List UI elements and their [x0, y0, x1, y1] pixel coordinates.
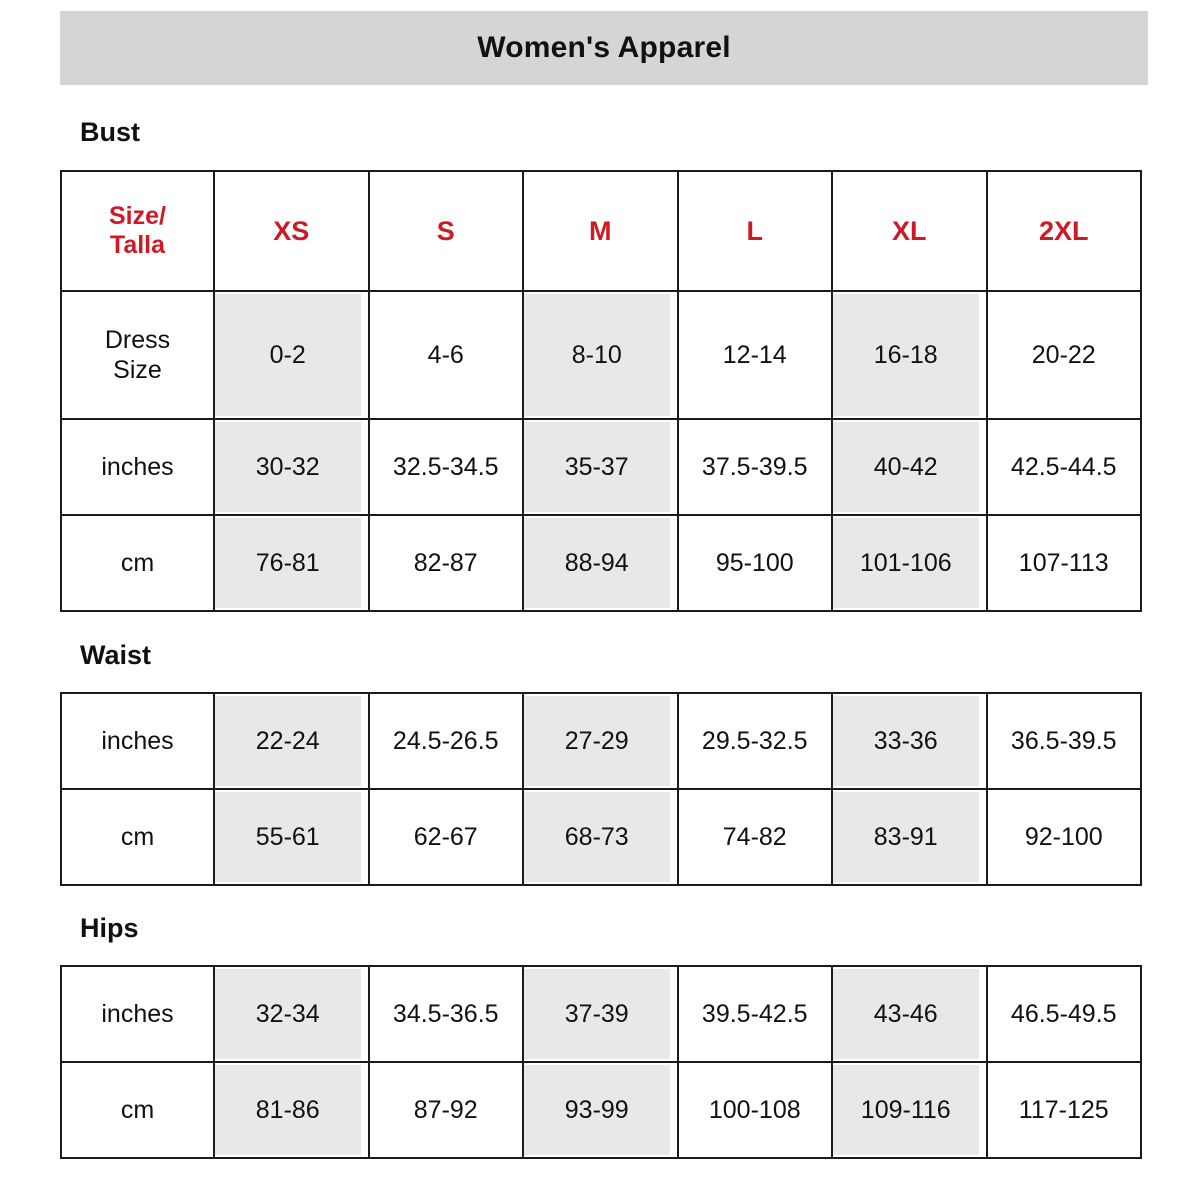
page-title: Women's Apparel [477, 31, 731, 64]
cell-hips-cm-s: 87-92 [369, 1062, 524, 1158]
cell-waist-inches-m: 27-29 [523, 693, 678, 789]
cell-bust-inches-xl: 40-42 [832, 419, 987, 515]
cell-hips-inches-s: 34.5-36.5 [369, 966, 524, 1062]
cell-bust-inches-xs: 30-32 [214, 419, 369, 515]
cell-bust-inches-2xl: 42.5-44.5 [987, 419, 1142, 515]
cell-waist-inches-l: 29.5-32.5 [678, 693, 833, 789]
bust-measurements-table [60, 170, 1142, 612]
cell-dress-size-l: 12-14 [678, 291, 833, 419]
table-row-hips-cm [61, 1062, 1141, 1158]
cell-waist-cm-l: 74-82 [678, 789, 833, 885]
cell-dress-size-m: 8-10 [523, 291, 678, 419]
chart-title-band [60, 11, 1148, 85]
cell-waist-cm-xs: 55-61 [214, 789, 369, 885]
corner-label-line2: Talla [109, 231, 166, 259]
row-label-bust-inches: inches [61, 419, 214, 515]
table-row-dress-size [61, 291, 1141, 419]
cell-bust-inches-m: 35-37 [523, 419, 678, 515]
cell-hips-cm-l: 100-108 [678, 1062, 833, 1158]
cell-hips-cm-xl: 109-116 [832, 1062, 987, 1158]
cell-bust-cm-2xl: 107-113 [987, 515, 1142, 611]
cell-hips-inches-xl: 43-46 [832, 966, 987, 1062]
cell-waist-cm-xl: 83-91 [832, 789, 987, 885]
header-cell-m: M [523, 171, 678, 291]
cell-waist-inches-xs: 22-24 [214, 693, 369, 789]
row-label-waist-cm: cm [61, 789, 214, 885]
table-row-waist-cm [61, 789, 1141, 885]
corner-label-line1: Size/ [109, 201, 166, 230]
table-row-bust-inches [61, 419, 1141, 515]
header-cell-l: L [678, 171, 833, 291]
cell-dress-size-s: 4-6 [369, 291, 524, 419]
cell-dress-size-xl: 16-18 [832, 291, 987, 419]
section-label-bust: Bust [80, 117, 140, 147]
table-row-waist-inches [61, 693, 1141, 789]
cell-hips-cm-xs: 81-86 [214, 1062, 369, 1158]
cell-hips-cm-2xl: 117-125 [987, 1062, 1142, 1158]
row-label-hips-inches: inches [61, 966, 214, 1062]
hips-measurements-table [60, 965, 1142, 1159]
row-label-dress-size: Dress Size [61, 291, 214, 419]
table-header-row [61, 171, 1141, 291]
header-cell-2xl: 2XL [987, 171, 1142, 291]
header-cell-corner [61, 171, 214, 291]
cell-waist-cm-2xl: 92-100 [987, 789, 1142, 885]
cell-bust-cm-s: 82-87 [369, 515, 524, 611]
cell-waist-cm-m: 68-73 [523, 789, 678, 885]
cell-hips-inches-l: 39.5-42.5 [678, 966, 833, 1062]
cell-bust-cm-xl: 101-106 [832, 515, 987, 611]
cell-bust-inches-s: 32.5-34.5 [369, 419, 524, 515]
cell-hips-inches-xs: 32-34 [214, 966, 369, 1062]
cell-hips-cm-m: 93-99 [523, 1062, 678, 1158]
waist-measurements-table [60, 692, 1142, 886]
cell-bust-cm-m: 88-94 [523, 515, 678, 611]
cell-waist-inches-2xl: 36.5-39.5 [987, 693, 1142, 789]
table-row-hips-inches [61, 966, 1141, 1062]
table-row-bust-cm [61, 515, 1141, 611]
cell-waist-inches-s: 24.5-26.5 [369, 693, 524, 789]
cell-bust-inches-l: 37.5-39.5 [678, 419, 833, 515]
section-label-waist: Waist [80, 640, 152, 670]
header-cell-xl: XL [832, 171, 987, 291]
cell-dress-size-2xl: 20-22 [987, 291, 1142, 419]
row-label-waist-inches: inches [61, 693, 214, 789]
cell-bust-cm-l: 95-100 [678, 515, 833, 611]
row-label-bust-cm: cm [61, 515, 214, 611]
cell-hips-inches-2xl: 46.5-49.5 [987, 966, 1142, 1062]
cell-bust-cm-xs: 76-81 [214, 515, 369, 611]
cell-waist-cm-s: 62-67 [369, 789, 524, 885]
cell-dress-size-xs: 0-2 [214, 291, 369, 419]
header-cell-xs: XS [214, 171, 369, 291]
cell-hips-inches-m: 37-39 [523, 966, 678, 1062]
section-label-hips: Hips [80, 913, 139, 943]
row-label-hips-cm: cm [61, 1062, 214, 1158]
header-cell-s: S [369, 171, 524, 291]
cell-waist-inches-xl: 33-36 [832, 693, 987, 789]
